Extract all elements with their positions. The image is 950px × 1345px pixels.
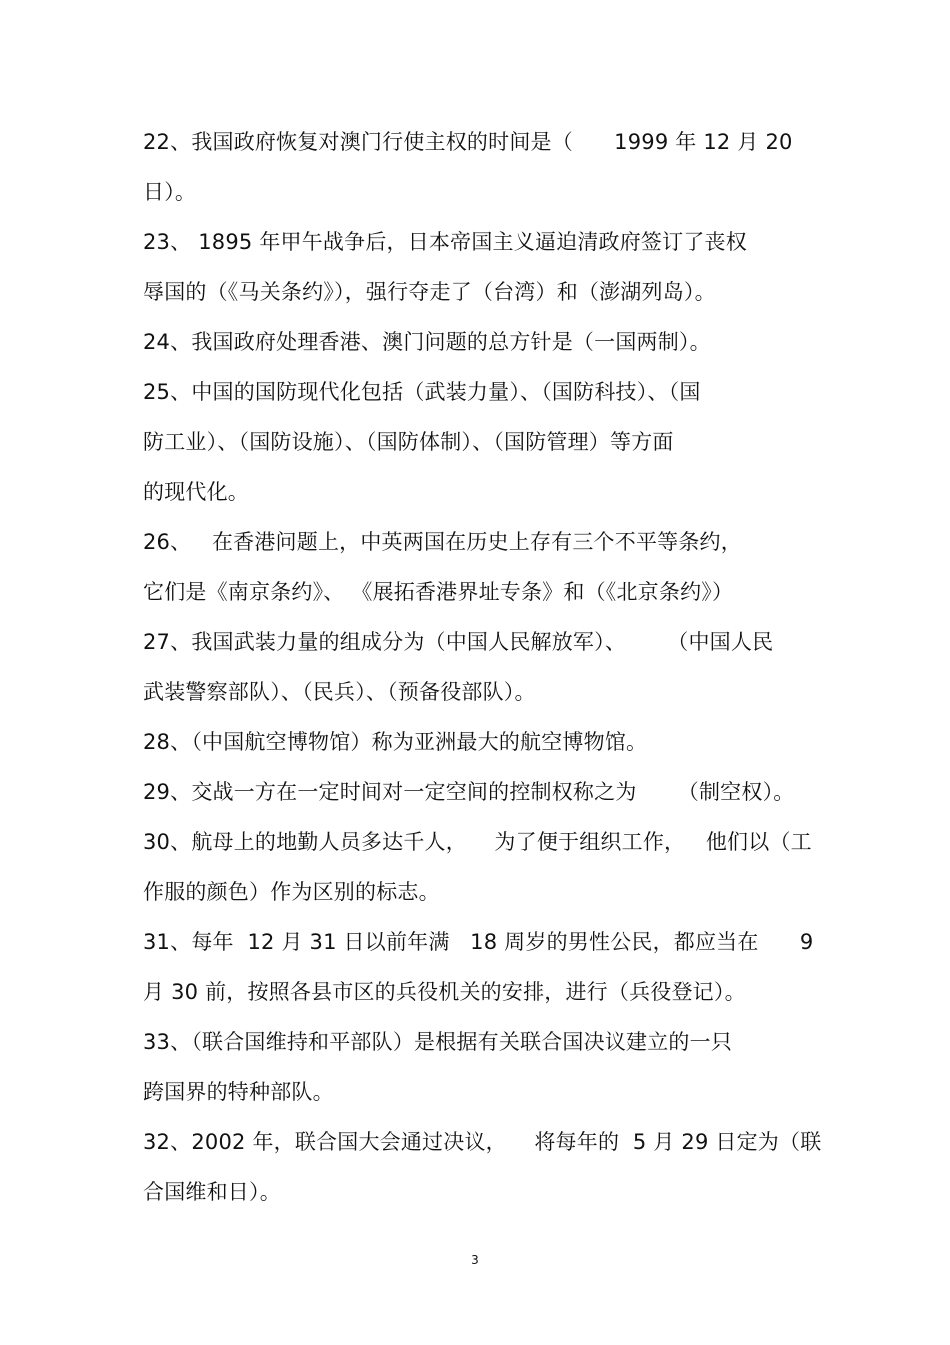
text-line: 30、航母上的地勤人员多达千人， 为了便于组织工作， 他们以（工: [143, 830, 812, 854]
text-line: 23、 1895 年甲午战争后，日本帝国主义逼迫清政府签订了丧权: [143, 230, 747, 254]
text-line: 辱国的（《马关条约》），强行夺走了（台湾）和（澎湖列岛）。: [143, 280, 716, 304]
text-line: 合国维和日）。: [143, 1180, 281, 1204]
text-line: 日）。: [143, 180, 197, 204]
text-line: 31、每年 12 月 31 日以前年满 18 周岁的男性公民，都应当在 9: [143, 930, 814, 954]
text-line: 它们是《南京条约》、 《展拓香港界址专条》和（《北京条约》）: [143, 580, 734, 604]
text-line: 武装警察部队）、（民兵）、（预备役部队）。: [143, 680, 536, 704]
text-line: 29、交战一方在一定时间对一定空间的控制权称之为 （制空权）。: [143, 780, 795, 804]
text-line: 月 30 前，按照各县市区的兵役机关的安排，进行（兵役登记）。: [143, 980, 746, 1004]
text-line: 25、中国的国防现代化包括（武装力量）、（国防科技）、（国: [143, 380, 701, 404]
text-line: 跨国界的特种部队。: [143, 1080, 334, 1104]
text-line: 防工业）、（国防设施）、（国防体制）、（国防管理）等方面: [143, 430, 674, 454]
text-line: 的现代化。: [143, 480, 249, 504]
text-line: 24、我国政府处理香港、澳门问题的总方针是（一国两制）。: [143, 330, 711, 354]
text-line: 33、（联合国维持和平部队）是根据有关联合国决议建立的一只: [143, 1030, 733, 1054]
text-line: 26、 在香港问题上，中英两国在历史上存有三个不平等条约，: [143, 530, 742, 554]
text-line: 27、我国武装力量的组成分为（中国人民解放军）、 （中国人民: [143, 630, 774, 654]
text-line: 32、2002 年，联合国大会通过决议， 将每年的 5 月 29 日定为（联: [143, 1130, 822, 1154]
text-line: 22、我国政府恢复对澳门行使主权的时间是（ 1999 年 12 月 20: [143, 130, 793, 154]
text-line: 28、（中国航空博物馆）称为亚洲最大的航空博物馆。: [143, 730, 648, 754]
page-number: 3: [471, 1253, 479, 1267]
text-line: 作服的颜色）作为区别的标志。: [143, 880, 440, 904]
